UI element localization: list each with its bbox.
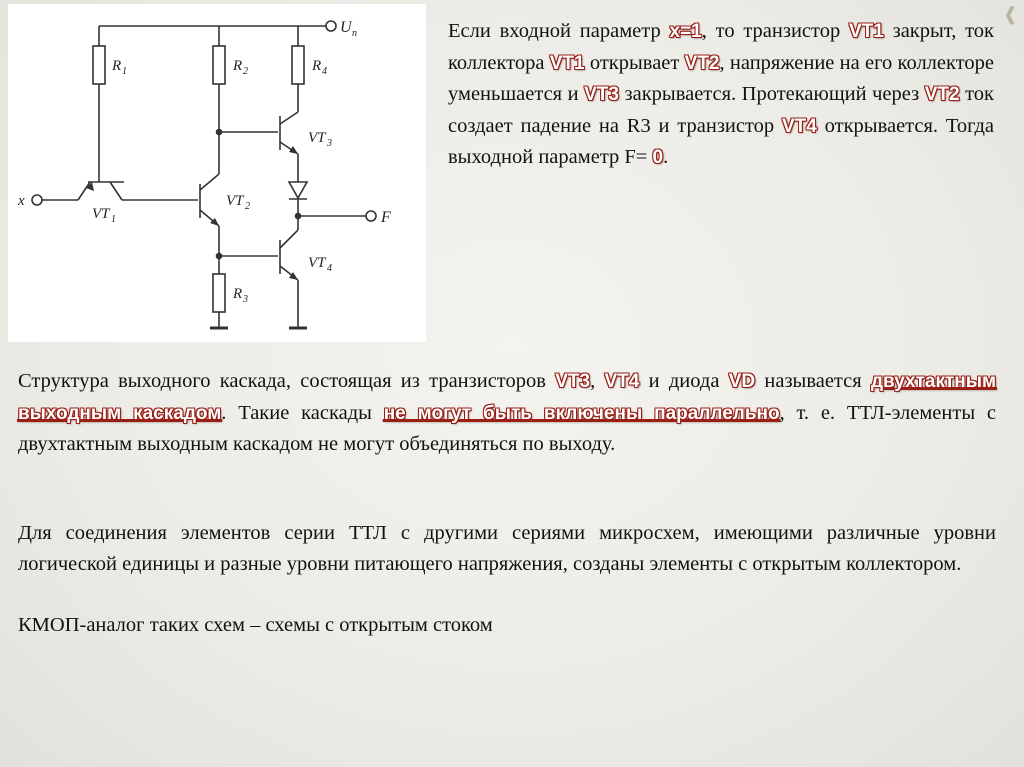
- r3-subscript: 3: [243, 294, 248, 305]
- text-span: ток создает падение на R3 и транзистор: [448, 83, 995, 137]
- text-span: закрывается. Протекающий через: [618, 83, 925, 105]
- highlight-vt1: VT1: [848, 21, 884, 42]
- highlight-vt2: VT2: [924, 84, 960, 105]
- supply-voltage-subscript: п: [352, 28, 357, 39]
- text-span: .: [663, 146, 669, 168]
- text-span: называется: [755, 370, 871, 392]
- paragraph-push-pull-cascade: [18, 366, 996, 460]
- highlight-vt2: VT2: [684, 52, 720, 74]
- text-span: Если входной параметр: [448, 20, 670, 42]
- highlight-cannot-parallel: не могут быть включены параллельно: [383, 402, 780, 424]
- text-span: Структура выходного каскада, состоящая из транзисторов: [18, 370, 556, 392]
- vt3-subscript: 3: [327, 138, 332, 149]
- r4-label: R: [312, 58, 322, 74]
- highlight-vt3: VT3: [584, 84, 619, 105]
- text-span: , т. е. ТТЛ-элементы с двухтактным выходным каскадом не могут объединяться по выходу.: [18, 401, 996, 455]
- vt4-label: VT: [308, 255, 326, 271]
- r1-subscript: 1: [122, 66, 127, 77]
- r1-label: R: [112, 58, 122, 74]
- vt2-label: VT: [226, 193, 244, 209]
- supply-voltage-label: U: [340, 19, 352, 36]
- text-span: открывает: [584, 51, 685, 74]
- highlight-push-pull-cascade: двухтактным выходным каскадом: [18, 371, 997, 424]
- text-span: . Такие каскады: [221, 401, 384, 424]
- highlight-vt1: VT1: [549, 52, 585, 74]
- vt4-subscript: 4: [327, 263, 332, 274]
- ttl-circuit-diagram: [8, 4, 426, 342]
- paragraph-open-collector: Для соединения элементов серии ТТЛ с другими сериями микросхем, имеющими различные уровни логической единицы и разные уровни питающего напряжения, созданы элементы с открытым коллектором.: [18, 522, 996, 575]
- paragraph-cmos-analog: КМОП-аналог таких схем – схемы с открытым стоком: [18, 614, 493, 636]
- r4-subscript: 4: [322, 66, 327, 77]
- highlight-vt4: VT4: [781, 115, 817, 137]
- text-span: ,: [590, 370, 605, 392]
- vt2-subscript: 2: [245, 201, 250, 212]
- text-span: и диода: [639, 370, 729, 392]
- vt1-subscript: 1: [111, 214, 116, 225]
- highlight-vd: VD: [728, 371, 756, 392]
- vt1-label: VT: [92, 206, 110, 222]
- paragraph-operation: [448, 16, 994, 174]
- highlight-vt3: VT3: [555, 371, 591, 392]
- highlight-vt4: VT4: [604, 371, 640, 392]
- text-span: закрыт, ток коллектора: [448, 20, 994, 74]
- r2-subscript: 2: [243, 66, 248, 77]
- output-f-label: F: [381, 209, 391, 226]
- text-span: , напряжение на его коллекторе уменьшается и: [448, 51, 994, 105]
- vt3-label: VT: [308, 130, 326, 146]
- text-span: , то транзистор: [701, 20, 849, 42]
- triple-chevron-icon: ❰: [1002, 4, 1018, 24]
- text-span: открывается. Тогда выходной параметр F=: [448, 114, 994, 168]
- r2-label: R: [233, 58, 243, 74]
- input-x-label: x: [18, 193, 25, 209]
- highlight-zero: 0: [652, 147, 664, 168]
- highlight-x1: x=1: [669, 21, 702, 42]
- r3-label: R: [233, 286, 243, 302]
